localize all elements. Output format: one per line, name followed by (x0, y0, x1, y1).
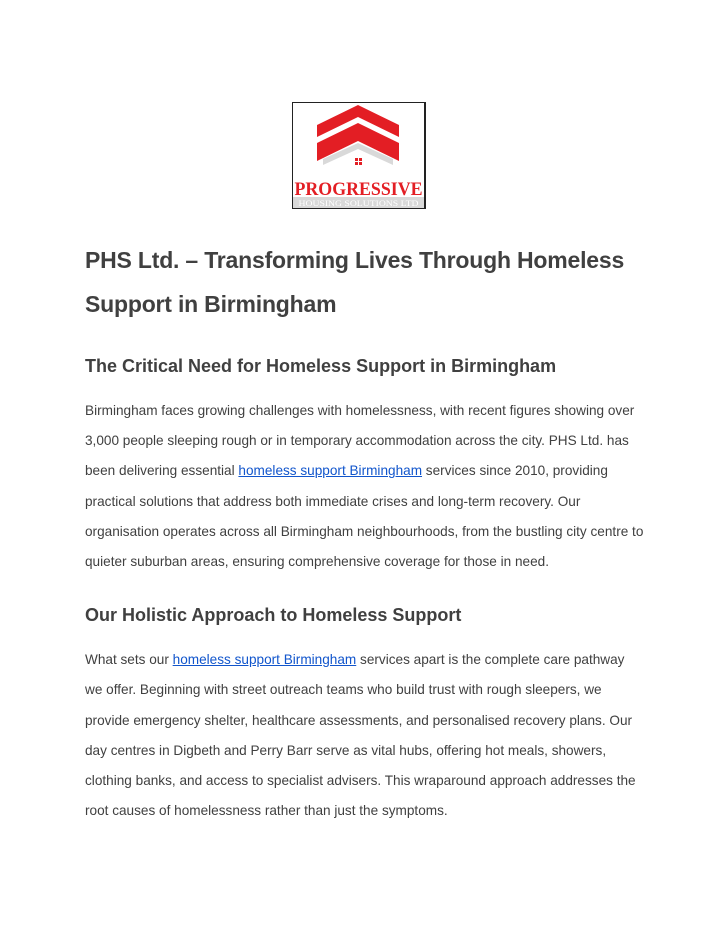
svg-text:PROGRESSIVE: PROGRESSIVE (294, 179, 423, 200)
paragraph-text: services apart is the complete care pathway we offer. Beginning with street outreach teams who build trust with rough sleepers, we provide emergency shelter, healthcare assessments, and personalised recovery plans. Our day centres in Digbeth and Perry Barr serve as vital hubs, offering hot meals, showers, clothing banks, and access to specialist advisers. This wraparound approach addresses the root causes of homelessness rather than just the symptoms. (85, 652, 636, 819)
paragraph-text: What sets our (85, 652, 173, 668)
house-logo-icon (293, 103, 424, 208)
page-title: PHS Ltd. – Transforming Lives Through Homeless Support in Birmingham (85, 247, 625, 317)
company-logo (292, 102, 426, 209)
homeless-support-link[interactable]: homeless support Birmingham (238, 463, 423, 479)
paragraph-text: services since 2010, providing practical solutions that address both immediate crises and long-term recovery. Our organisation operates across all Birmingham neighbourhoods, from the bustling city centre to quieter suburban areas, ensuring comprehensive coverage for those in need. (85, 463, 644, 570)
homeless-support-link[interactable]: homeless support Birmingham (172, 652, 357, 668)
section-heading-holistic-approach: Our Holistic Approach to Homeless Support (85, 605, 462, 626)
section-paragraph-critical-need (85, 396, 645, 577)
section-heading-critical-need: The Critical Need for Homeless Support in Birmingham (85, 356, 557, 376)
paragraph-text: Birmingham faces growing challenges with homelessness, with recent figures showing over 3,000 people sleeping rough or in temporary accommodation across the city. PHS Ltd. has been delivering essential (85, 403, 635, 479)
article (85, 238, 645, 826)
section-paragraph-holistic-approach (85, 645, 645, 826)
svg-text:HOUSING SOLUTIONS LTD: HOUSING SOLUTIONS LTD (298, 199, 419, 208)
